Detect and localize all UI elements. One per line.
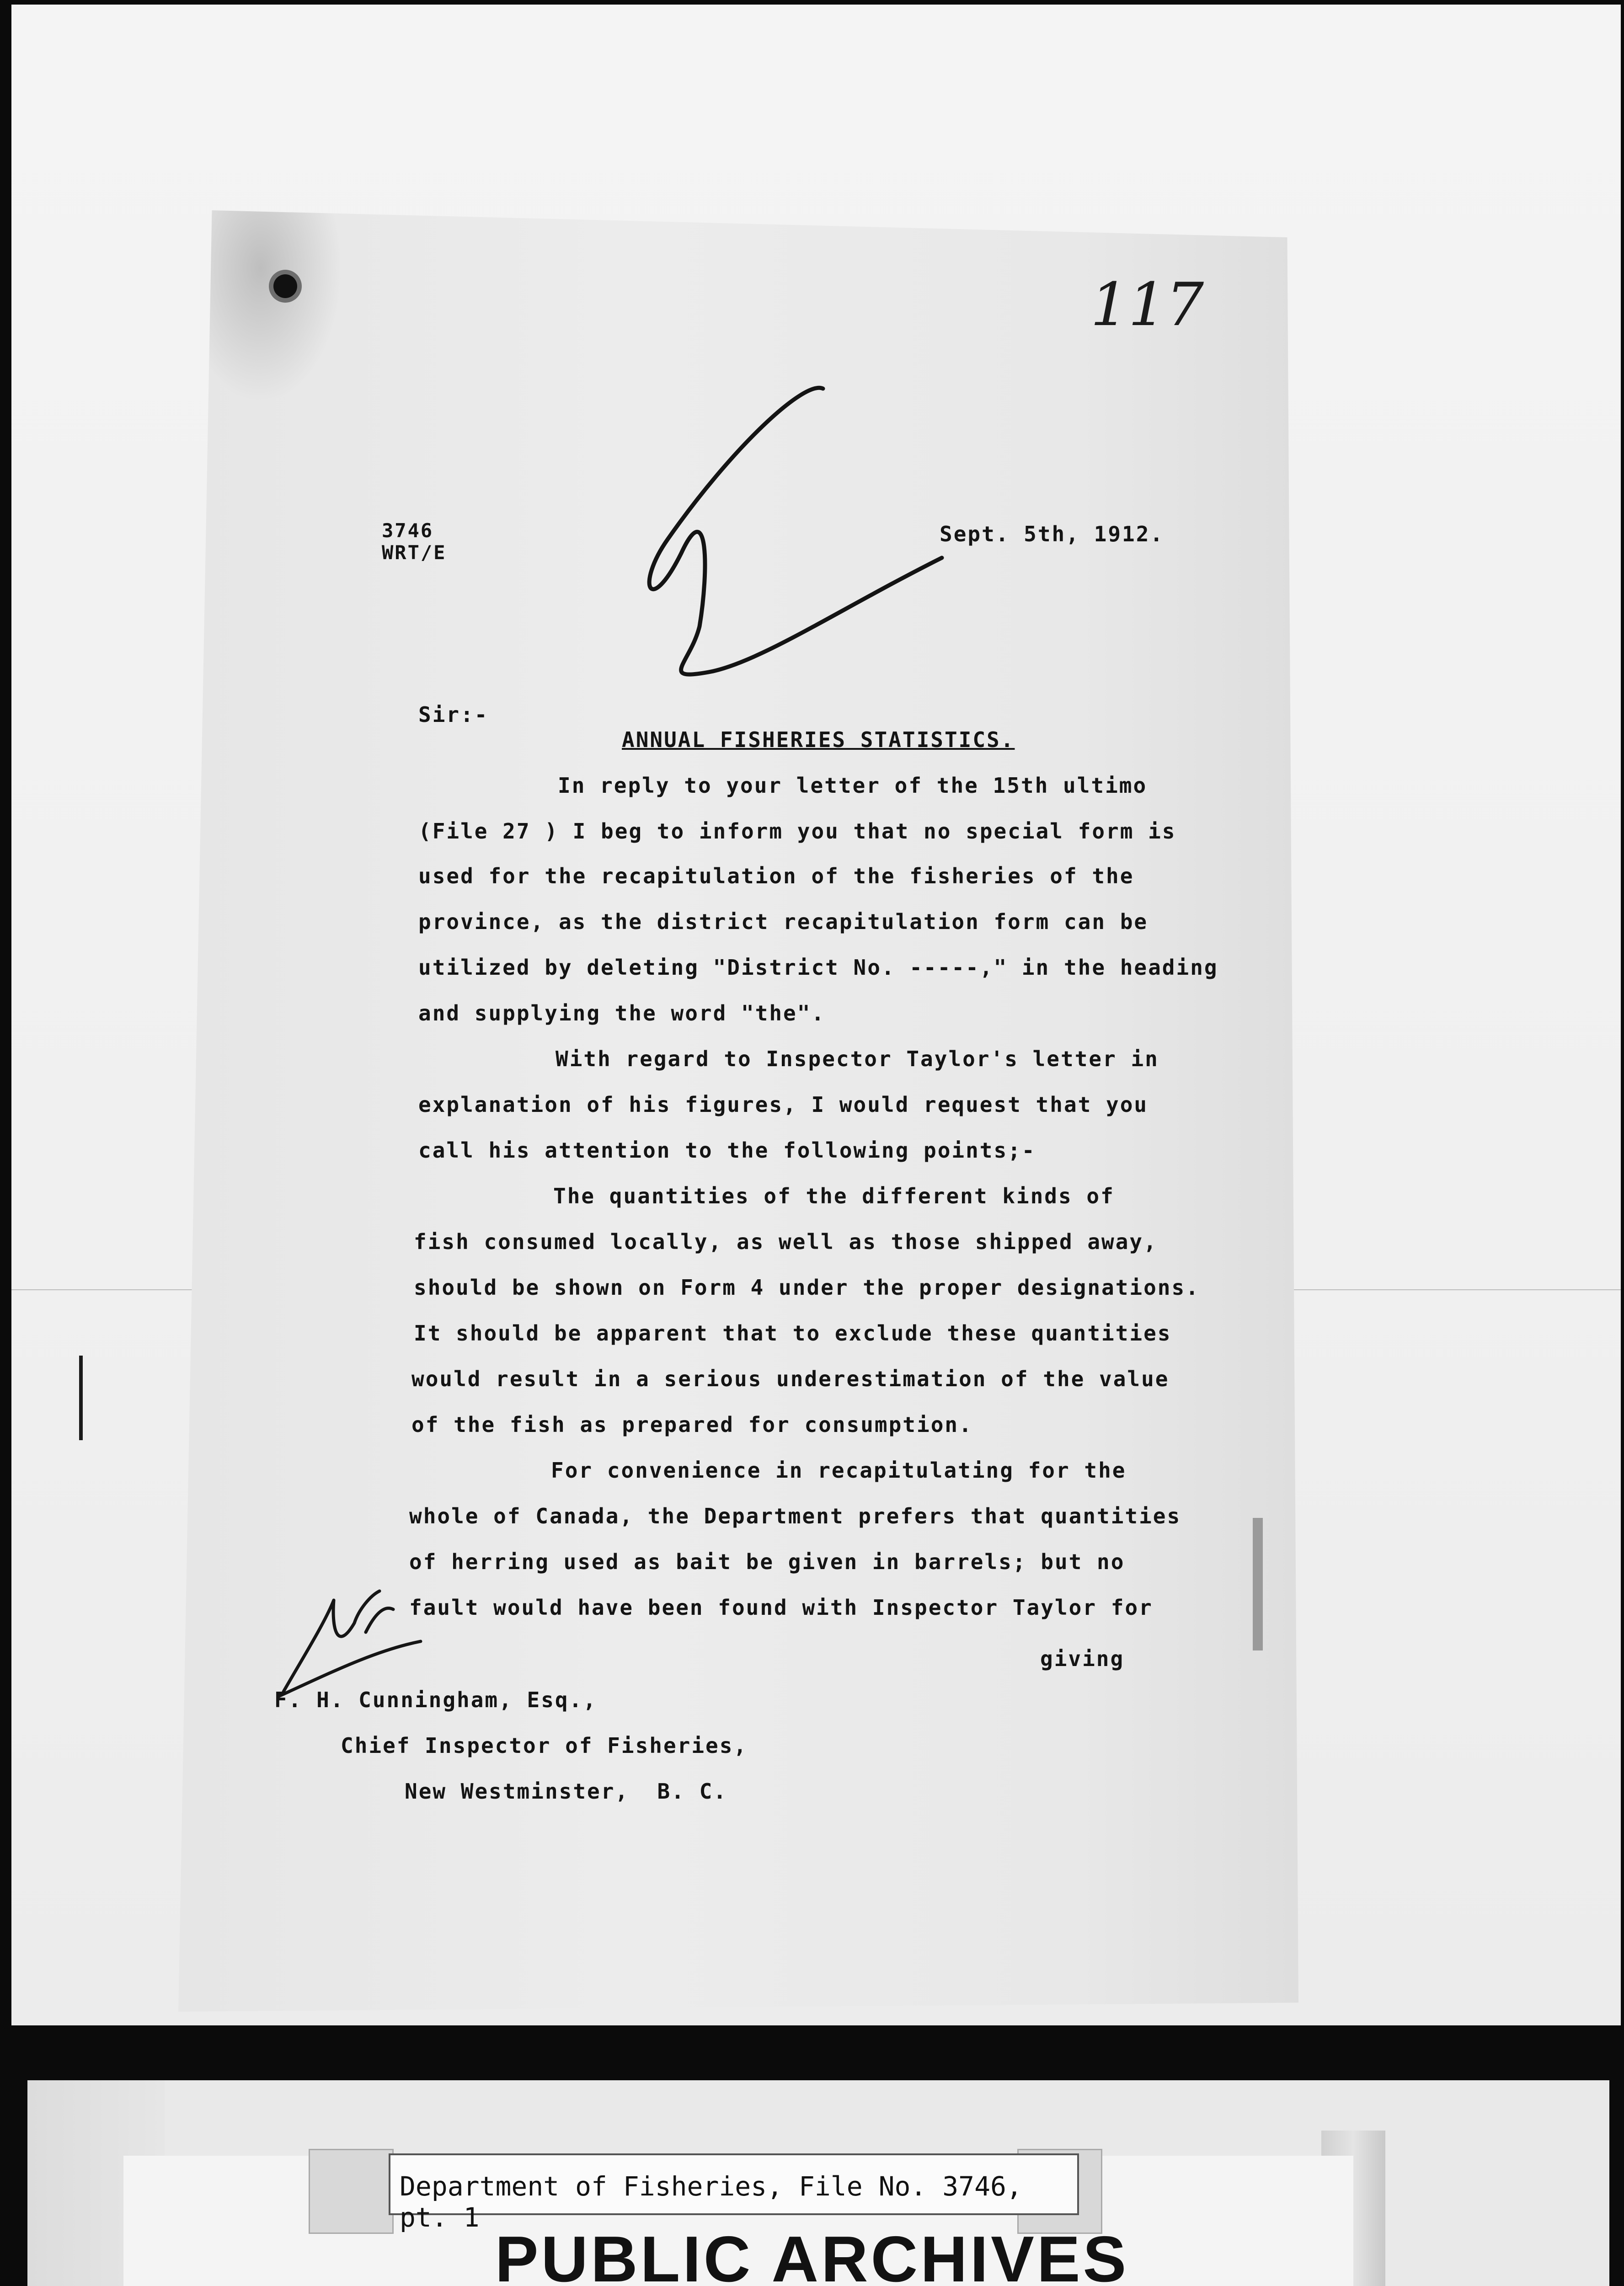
body-line: of herring used as bait be given in barrels; but no bbox=[409, 1549, 1125, 1574]
file-number-text: Department of Fisheries, File No. 3746, pt. 1 bbox=[400, 2171, 1022, 2233]
handwritten-initials bbox=[274, 1582, 425, 1701]
body-line: fault would have been found with Inspector Taylor for bbox=[409, 1595, 1153, 1620]
body-line: With regard to Inspector Taylor's letter in bbox=[556, 1047, 1159, 1071]
body-line: would result in a serious underestimation of the value bbox=[411, 1367, 1170, 1391]
body-line: The quantities of the different kinds of bbox=[553, 1184, 1115, 1208]
body-line: whole of Canada, the Department prefers that quantities bbox=[409, 1504, 1181, 1528]
body-line: In reply to your letter of the 15th ultimo bbox=[558, 773, 1148, 798]
letter-subject: ANNUAL FISHERIES STATISTICS. bbox=[622, 727, 1015, 752]
file-number-slip bbox=[389, 2153, 1079, 2233]
corner-smudge bbox=[206, 210, 343, 402]
catchword: giving bbox=[1040, 1646, 1125, 1671]
addressee-name: F. H. Cunningham, Esq., bbox=[274, 1688, 597, 1712]
body-line: and supplying the word "the". bbox=[418, 1001, 826, 1025]
body-line: explanation of his figures, I would request that you bbox=[418, 1092, 1149, 1117]
label-clip-left bbox=[309, 2149, 394, 2234]
handwritten-flourish bbox=[631, 379, 951, 690]
margin-mark bbox=[79, 1356, 83, 1440]
body-line: (File 27 ) I beg to inform you that no special form is bbox=[418, 819, 1176, 844]
addressee-title: Chief Inspector of Fisheries, bbox=[341, 1733, 748, 1758]
punch-hole bbox=[273, 274, 297, 298]
page-edge-tab bbox=[1253, 1518, 1263, 1650]
body-line: utilized by deleting "District No. -----," in the heading bbox=[418, 955, 1218, 980]
body-line: of the fish as prepared for consumption. bbox=[411, 1412, 973, 1437]
archive-stamp-english: PUBLIC ARCHIVES bbox=[495, 2223, 1129, 2286]
initials-reference: WRT/E bbox=[382, 541, 447, 564]
file-reference: 3746 bbox=[382, 519, 434, 542]
page-number: 117 bbox=[1090, 270, 1204, 339]
body-line: used for the recapitulation of the fisheries of the bbox=[418, 864, 1134, 888]
addressee-location: New Westminster, B. C. bbox=[405, 1779, 727, 1804]
body-line: province, as the district recapitulation form can be bbox=[418, 909, 1149, 934]
body-line: It should be apparent that to exclude these quantities bbox=[414, 1321, 1172, 1346]
body-line: call his attention to the following points;- bbox=[418, 1138, 1036, 1163]
salutation: Sir:- bbox=[418, 702, 489, 727]
body-line: fish consumed locally, as well as those shipped away, bbox=[414, 1229, 1158, 1254]
body-line: should be shown on Form 4 under the proper designations. bbox=[414, 1275, 1200, 1300]
body-line: For convenience in recapitulating for the bbox=[551, 1458, 1127, 1483]
letter-date: Sept. 5th, 1912. bbox=[940, 522, 1165, 546]
